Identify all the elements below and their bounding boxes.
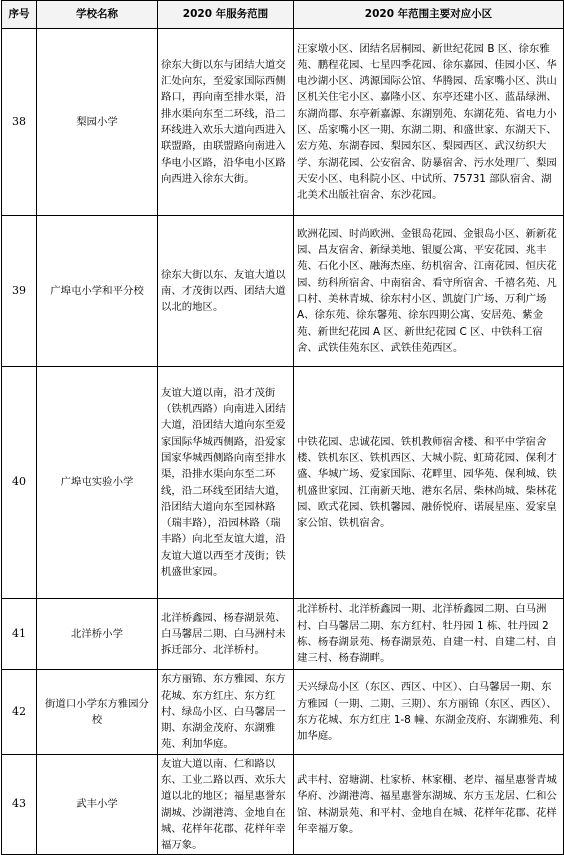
row-communities: 北洋桥村、北洋桥鑫园一期、北洋桥鑫园二期、白马洲村、白马馨居二期、东方红村、牡丹园 1 栋、牡丹园 2 栋、杨春湖景苑、杨春湖景苑、自建一村、自建二村、自建三村、杨春湖畔。 (294, 599, 564, 670)
school-district-table (1, 0, 564, 855)
table-header-row (2, 1, 564, 29)
row-seq: 42 (2, 670, 37, 755)
row-service-scope: 北洋桥鑫园、杨春湖景苑、白马馨居二期、白马洲村未拆迁部分、北洋桥村。 (158, 599, 294, 670)
row-service-scope: 徐东大街以东与团结大道交汇处向东，至爱家国际西侧路口，再向南至排水渠，沿排水渠向东至二环线，沿二环线进入欢乐大道向西进入联盟路，由联盟路向南进入华电小区路，沿华电小区路向西进入徐东大街。 (158, 29, 294, 216)
table-row (2, 670, 564, 755)
row-school-name: 广埠屯小学和平分校 (37, 216, 158, 367)
row-seq: 39 (2, 216, 37, 367)
row-seq: 41 (2, 599, 37, 670)
row-service-scope: 友谊大道以南、仁和路以东、工业二路以西、欢乐大道以北的地区；福星惠誉东湖城、沙湖港湾、金地自在城、花样年花郡、花样年幸福万象。 (158, 755, 294, 855)
row-service-scope: 徐东大街以东、友谊大道以南、才茂街以西、团结大道以北的地区。 (158, 216, 294, 367)
header-seq: 序号 (2, 1, 37, 29)
row-communities: 汪家墩小区、团结名居桐园、新世纪花园 B 区、徐东雅苑、鹏程花园、七星四季花园、徐东嘉园、佳园小区、华电沙湖小区、鸿源国际公馆、华腾园、岳家嘴小区、洪山区机关住宅小区、嘉隆小区、东亭还建小区、蓝晶绿洲、东湖尚郡、东亭新嘉源、东湖别苑、东湖花苑、省电力小区、岳家嘴小区一期、东湖二期、和盛世家、东湖天下、宏方苑、东湖春园、梨园东区、梨园西区、武汉纺织大学、东湖花园、公安宿舍、防暴宿舍、污水处理厂、梨园天安小区、电科院小区、中试所、75731 部队宿舍、湖北美术出版社宿舍、东沙花园。 (294, 29, 564, 216)
row-school-name: 武丰小学 (37, 755, 158, 855)
header-school-name: 学校名称 (37, 1, 158, 29)
row-school-name: 北洋桥小学 (37, 599, 158, 670)
header-communities: 2020 年范围主要对应小区 (294, 1, 564, 29)
row-communities: 中铁花园、忠诚花园、铁机教师宿舍楼、和平中学宿舍楼、铁机东区、铁机西区、大城小院、虹琦花园、保利才盛、华城广场、爱家国际、花畔里、园华苑、保利城、铁机盛世家园、江南新天地、港东名居、柴林尚城、柴林花园、欧式花园、铁机馨园、融侨悦府、诺展星座、爱家皇家公馆、铁机宿舍。 (294, 367, 564, 599)
row-service-scope: 友谊大道以南，沿才茂街（铁机西路）向南进入团结大道，沿团结大道向东至爱家国际华城西侧路，沿爱家国家华城西侧路向南至排水渠，沿排水渠向东至二环线，沿二环线至团结大道，沿团结大道向东至园林路（瑞丰路），沿园林路（瑞丰路）向北至友谊大道，沿友谊大道以西至才茂街；铁机盛世家园。 (158, 367, 294, 599)
row-service-scope: 东方丽锦、东方雅园、东方花城、东方红庄、东方红村、绿岛小区、白马馨居一期、东湖金茂府、东湖雅苑、利加华庭。 (158, 670, 294, 755)
row-communities: 天兴绿岛小区（东区、西区、中区）、白马馨居一期、东方雅园（一期、二期、三期）、东方丽锦（东区、西区）、东方花城、东方红庄 1-8 幢、东湖金茂府、东湖雅苑、利加华庭。 (294, 670, 564, 755)
table-row (2, 755, 564, 855)
table-row (2, 367, 564, 599)
row-communities: 欧洲花园、时尚欧洲、金银岛花园、金银岛小区、新新花园、昌友宿舍、新绿美地、银厦公寓、平安花园、兆丰苑、石化小区、融海杰座、纺机宿舍、江南花园、恒庆花园、纺科所宿舍、中南宿舍、看守所宿舍、千禧名苑、凡口村、美林青城、徐东村小区、凯旋门广场、万利广场 A、徐东苑、徐东馨苑、徐东四期公寓、安居苑、紫金苑、新世纪花园 A 区、新世纪花园 C 区、中铁科工宿舍、武铁佳苑东区、武铁佳苑西区。 (294, 216, 564, 367)
row-school-name: 街道口小学东方雅园分校 (37, 670, 158, 755)
row-seq: 40 (2, 367, 37, 599)
row-school-name: 梨园小学 (37, 29, 158, 216)
table-row (2, 599, 564, 670)
table-row (2, 216, 564, 367)
table-row (2, 29, 564, 216)
row-seq: 43 (2, 755, 37, 855)
header-service-scope: 2020 年服务范围 (158, 1, 294, 29)
row-school-name: 广埠屯实验小学 (37, 367, 158, 599)
row-communities: 武丰村、窑塘湖、杜家桥、林家棚、老岸、福星惠誉青城华府、沙湖港湾、福星惠誉东湖城、东方玉龙居、仁和公馆、林湖景苑、和平村、金地自在城、花样年花郡、花样年幸福万象。 (294, 755, 564, 855)
row-seq: 38 (2, 29, 37, 216)
